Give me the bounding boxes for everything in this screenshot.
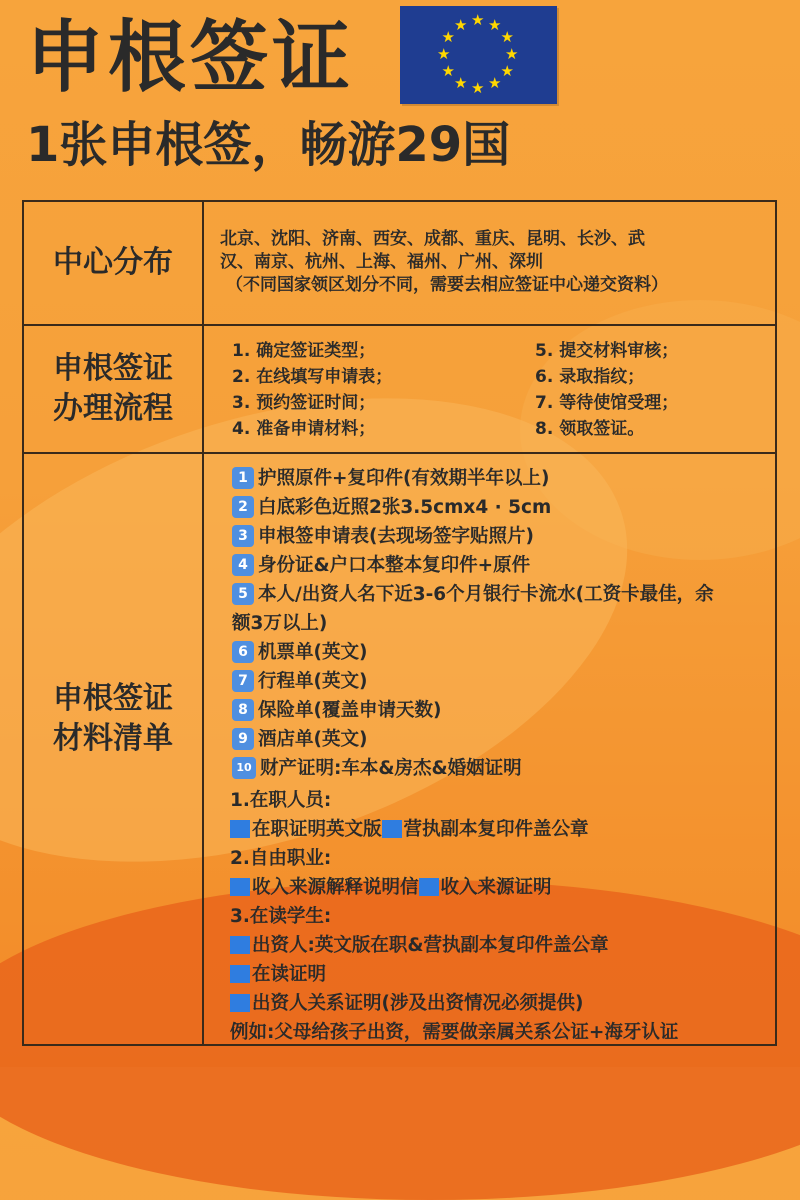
material-item xyxy=(232,696,772,725)
blue-square-icon xyxy=(230,820,250,838)
keycap-number-icon: 3 xyxy=(232,525,254,547)
eu-flag-icon xyxy=(400,6,557,104)
material-text: 收入来源解释说明信 xyxy=(252,877,419,898)
star-icon: ★ xyxy=(488,15,502,34)
materials-extra xyxy=(230,786,775,1047)
group-line-student xyxy=(230,989,775,1018)
process-step: 4. 准备申请材料； xyxy=(232,419,376,439)
info-table xyxy=(22,200,777,1046)
center-line: 汉、南京、杭州、上海、福州、广州、深圳 xyxy=(220,252,543,272)
page-title: 申根签证 xyxy=(26,13,355,103)
blue-square-icon xyxy=(230,936,250,954)
row-label-line: 材料清单 xyxy=(53,721,173,756)
star-icon: ★ xyxy=(500,62,514,80)
material-item xyxy=(232,638,772,667)
group-title-student: 3.在读学生: xyxy=(230,906,332,927)
material-text: 出资人关系证明(涉及出资情况必须提供) xyxy=(252,993,584,1014)
process-steps xyxy=(220,338,760,448)
blue-square-icon xyxy=(230,878,250,896)
row-label-line: 申根签证 xyxy=(53,681,173,716)
star-icon: ★ xyxy=(437,45,451,63)
material-text: 申根签申请表(去现场签字贴照片) xyxy=(258,526,534,547)
row-label-center: 中心分布 xyxy=(53,245,173,280)
group-line-student xyxy=(230,960,775,989)
group-line-student xyxy=(230,931,775,960)
material-text: 出资人:英文版在职&营执副本复印件盖公章 xyxy=(252,935,609,956)
blue-square-icon xyxy=(382,820,402,838)
material-item xyxy=(232,551,772,580)
material-text: 在职证明英文版 xyxy=(252,819,382,840)
row-label-line: 办理流程 xyxy=(53,391,173,426)
material-text: 白底彩色近照2张3.5cmx4 · 5cm xyxy=(258,497,552,518)
material-text: 护照原件+复印件(有效期半年以上) xyxy=(258,468,550,489)
group-title-freelance: 2.自由职业: xyxy=(230,848,332,869)
star-icon: ★ xyxy=(500,28,514,46)
material-text: 财产证明:车本&房杰&婚姻证明 xyxy=(260,758,522,779)
keycap-number-icon: 1 xyxy=(232,467,254,489)
material-text: 额3万以上) xyxy=(232,613,328,634)
steps-column-left xyxy=(232,338,392,442)
row-label-process xyxy=(24,326,202,452)
process-step: 7. 等待使馆受理； xyxy=(535,393,679,413)
material-item xyxy=(232,725,772,754)
star-icon: ★ xyxy=(488,74,502,93)
material-item xyxy=(232,464,772,493)
keycap-number-icon: 2 xyxy=(232,496,254,518)
process-step: 8. 领取签证。 xyxy=(535,419,645,439)
process-step: 5. 提交材料审核； xyxy=(535,341,679,361)
keycap-number-icon: 7 xyxy=(232,670,254,692)
group-title-employed: 1.在职人员: xyxy=(230,790,332,811)
process-step: 6. 录取指纹； xyxy=(535,367,645,387)
materials-list xyxy=(232,464,772,783)
process-step: 2. 在线填写申请表； xyxy=(232,367,393,387)
material-item xyxy=(232,493,772,522)
material-text: 在读证明 xyxy=(252,964,327,985)
star-icon: ★ xyxy=(454,74,468,93)
star-icon: ★ xyxy=(505,45,519,63)
material-item xyxy=(232,754,772,783)
material-text: 本人/出资人名下近3-6个月银行卡流水(工资卡最佳，余 xyxy=(258,584,714,605)
material-text: 机票单(英文) xyxy=(258,642,368,663)
row-label-materials xyxy=(24,454,202,984)
material-text: 收入来源证明 xyxy=(440,877,552,898)
keycap-number-icon: 4 xyxy=(232,554,254,576)
star-icon: ★ xyxy=(471,11,485,29)
process-step: 3. 预约签证时间； xyxy=(232,393,376,413)
center-note: （不同国家领区划分不同，需要去相应签证中心递交资料） xyxy=(226,275,668,295)
material-text: 身份证&户口本整本复印件+原件 xyxy=(258,555,531,576)
keycap-number-icon: 9 xyxy=(232,728,254,750)
example-note: 例如:父母给孩子出资，需要做亲属关系公证+海牙认证 xyxy=(230,1022,679,1043)
row-label-line: 申根签证 xyxy=(53,351,173,386)
process-step: 1. 确定签证类型； xyxy=(232,341,376,361)
row-center-distribution xyxy=(24,202,775,326)
blue-square-icon xyxy=(419,878,439,896)
keycap-number-icon: 5 xyxy=(232,583,254,605)
keycap-number-icon: 6 xyxy=(232,641,254,663)
material-item xyxy=(232,667,772,696)
row-materials xyxy=(24,454,775,1044)
star-icon: ★ xyxy=(471,79,485,97)
page-subtitle: 1张申根签，畅游29国 xyxy=(26,117,511,173)
center-line: 北京、沈阳、济南、西安、成都、重庆、昆明、长沙、武 xyxy=(220,229,645,249)
star-icon: ★ xyxy=(441,28,455,46)
group-line-employed xyxy=(230,815,775,844)
star-icon: ★ xyxy=(454,15,468,34)
material-item xyxy=(232,522,772,551)
row-process xyxy=(24,326,775,454)
center-cities xyxy=(220,228,668,297)
star-icon: ★ xyxy=(441,62,455,80)
material-item xyxy=(232,580,772,609)
material-text: 行程单(英文) xyxy=(258,671,368,692)
material-item xyxy=(232,609,772,638)
group-line-freelance xyxy=(230,873,775,902)
material-text: 保险单(覆盖申请天数) xyxy=(258,700,442,721)
steps-column-right xyxy=(535,338,678,442)
material-text: 营执副本复印件盖公章 xyxy=(403,819,589,840)
keycap-number-icon: 8 xyxy=(232,699,254,721)
keycap-number-icon: 10 xyxy=(232,757,256,779)
blue-square-icon xyxy=(230,994,250,1012)
blue-square-icon xyxy=(230,965,250,983)
material-text: 酒店单(英文) xyxy=(258,729,368,750)
